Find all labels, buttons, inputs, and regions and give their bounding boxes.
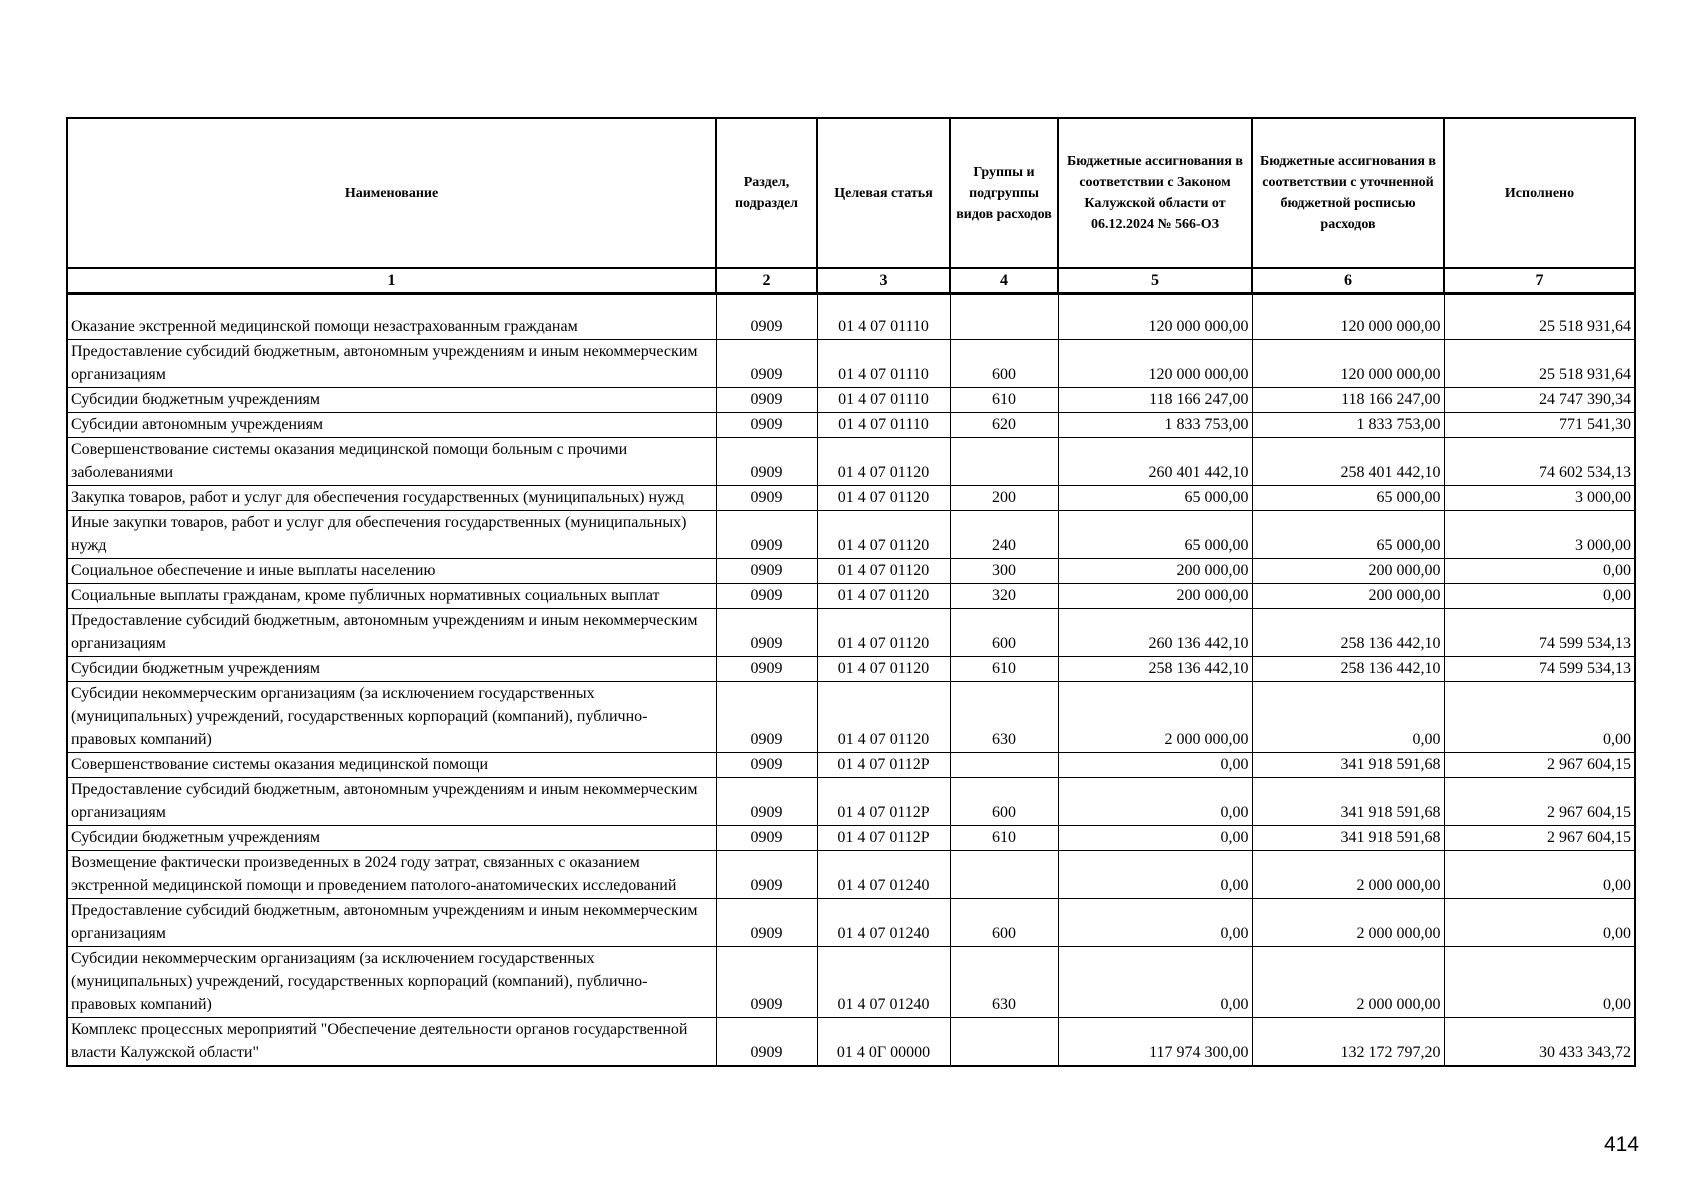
cell-target: 01 4 07 01120: [817, 511, 950, 559]
cell-target: 01 4 0Г 00000: [817, 1018, 950, 1067]
cell-law-amount: 1 833 753,00: [1058, 413, 1252, 438]
cell-target: 01 4 07 01120: [817, 657, 950, 682]
cell-name: Субсидии автономным учреждениям: [67, 413, 716, 438]
cell-law-amount: 0,00: [1058, 753, 1252, 778]
column-number-row: [67, 268, 1635, 294]
cell-group: 610: [950, 657, 1058, 682]
cell-law-amount: 65 000,00: [1058, 511, 1252, 559]
table-row: [67, 826, 1635, 851]
table-row: [67, 340, 1635, 388]
cell-executed-amount: 74 599 534,13: [1444, 609, 1635, 657]
cell-section: 0909: [716, 851, 817, 899]
cell-group: 600: [950, 899, 1058, 947]
cell-refined-amount: 341 918 591,68: [1252, 778, 1444, 826]
cell-executed-amount: 771 541,30: [1444, 413, 1635, 438]
cell-group: 600: [950, 778, 1058, 826]
cell-section: 0909: [716, 778, 817, 826]
cell-section: 0909: [716, 315, 817, 340]
cell-section: 0909: [716, 753, 817, 778]
table-row: [67, 511, 1635, 559]
cell-section: 0909: [716, 947, 817, 1018]
table-body: [67, 294, 1635, 1067]
cell-law-amount: 65 000,00: [1058, 486, 1252, 511]
cell-section: 0909: [716, 486, 817, 511]
header-name: Наименование: [67, 118, 716, 268]
cell-target: 01 4 07 01110: [817, 315, 950, 340]
cell-name: Возмещение фактически произведенных в 2024 году затрат, связанных с оказанием экстренной медицинской помощи и проведением патолого-анатомических исследований: [67, 851, 716, 899]
cell-name: Предоставление субсидий бюджетным, автономным учреждениям и иным некоммерческим организациям: [67, 609, 716, 657]
column-number: 4: [950, 268, 1058, 294]
table-row: [67, 609, 1635, 657]
table-row: [67, 851, 1635, 899]
column-number: 3: [817, 268, 950, 294]
cell-group: 610: [950, 388, 1058, 413]
cell-refined-amount: 258 136 442,10: [1252, 609, 1444, 657]
cell-section: 0909: [716, 899, 817, 947]
cell-refined-amount: 2 000 000,00: [1252, 899, 1444, 947]
cell-section: 0909: [716, 438, 817, 486]
cell-executed-amount: 0,00: [1444, 851, 1635, 899]
cell-refined-amount: 258 401 442,10: [1252, 438, 1444, 486]
cell-section: 0909: [716, 388, 817, 413]
cell-refined-amount: 120 000 000,00: [1252, 315, 1444, 340]
cell-target: 01 4 07 01120: [817, 559, 950, 584]
cell-law-amount: 118 166 247,00: [1058, 388, 1252, 413]
cell-target: 01 4 07 01240: [817, 899, 950, 947]
cell-law-amount: 260 136 442,10: [1058, 609, 1252, 657]
cell-group: 200: [950, 486, 1058, 511]
cell-name: Социальное обеспечение и иные выплаты населению: [67, 559, 716, 584]
cell-group: 320: [950, 584, 1058, 609]
cell-target: 01 4 07 0112Р: [817, 826, 950, 851]
cell-name: Субсидии некоммерческим организациям (за исключением государственных (муниципальных) учреждений, государственных корпораций (компаний), публично-правовых компаний): [67, 947, 716, 1018]
table-row: [67, 682, 1635, 753]
table-row: [67, 559, 1635, 584]
cell-law-amount: 0,00: [1058, 826, 1252, 851]
cell-target: 01 4 07 01120: [817, 682, 950, 753]
cell-group: 630: [950, 947, 1058, 1018]
page-number: 414: [1603, 1133, 1639, 1156]
cell-refined-amount: 341 918 591,68: [1252, 753, 1444, 778]
cell-law-amount: 200 000,00: [1058, 584, 1252, 609]
cell-refined-amount: 118 166 247,00: [1252, 388, 1444, 413]
cell-name: Предоставление субсидий бюджетным, автономным учреждениям и иным некоммерческим организациям: [67, 899, 716, 947]
cell-refined-amount: 2 000 000,00: [1252, 851, 1444, 899]
cell-section: 0909: [716, 657, 817, 682]
cell-law-amount: 117 974 300,00: [1058, 1018, 1252, 1067]
cell-target: 01 4 07 01110: [817, 413, 950, 438]
cell-executed-amount: 0,00: [1444, 947, 1635, 1018]
cell-law-amount: 0,00: [1058, 899, 1252, 947]
cell-executed-amount: 3 000,00: [1444, 486, 1635, 511]
cell-law-amount: 0,00: [1058, 778, 1252, 826]
table-row: [67, 753, 1635, 778]
cell-group: [950, 753, 1058, 778]
cell-group: 620: [950, 413, 1058, 438]
cell-law-amount: 258 136 442,10: [1058, 657, 1252, 682]
cell-refined-amount: 2 000 000,00: [1252, 947, 1444, 1018]
cell-refined-amount: 120 000 000,00: [1252, 340, 1444, 388]
header-law: Бюджетные ассигнования в соответствии с Законом Калужской области от 06.12.2024 № 566-ОЗ: [1058, 118, 1252, 268]
column-number: 6: [1252, 268, 1444, 294]
table-row: [67, 438, 1635, 486]
table-row: [67, 315, 1635, 340]
column-number: 5: [1058, 268, 1252, 294]
cell-target: 01 4 07 01120: [817, 486, 950, 511]
cell-group: [950, 438, 1058, 486]
header-section: Раздел, подраздел: [716, 118, 817, 268]
table-row: [67, 413, 1635, 438]
cell-name: Субсидии бюджетным учреждениям: [67, 657, 716, 682]
table-row: [67, 778, 1635, 826]
cell-executed-amount: 25 518 931,64: [1444, 315, 1635, 340]
spacer-row: [67, 294, 1635, 316]
cell-target: 01 4 07 01110: [817, 340, 950, 388]
cell-group: 600: [950, 340, 1058, 388]
cell-name: Закупка товаров, работ и услуг для обеспечения государственных (муниципальных) нужд: [67, 486, 716, 511]
cell-name: Предоставление субсидий бюджетным, автономным учреждениям и иным некоммерческим организациям: [67, 340, 716, 388]
table-row: [67, 899, 1635, 947]
cell-refined-amount: 65 000,00: [1252, 511, 1444, 559]
cell-refined-amount: 0,00: [1252, 682, 1444, 753]
cell-section: 0909: [716, 682, 817, 753]
cell-law-amount: 0,00: [1058, 851, 1252, 899]
header-refined: Бюджетные ассигнования в соответствии с уточненной бюджетной росписью расходов: [1252, 118, 1444, 268]
cell-executed-amount: 0,00: [1444, 584, 1635, 609]
cell-executed-amount: 0,00: [1444, 559, 1635, 584]
cell-refined-amount: 200 000,00: [1252, 559, 1444, 584]
cell-section: 0909: [716, 559, 817, 584]
cell-executed-amount: 0,00: [1444, 899, 1635, 947]
cell-refined-amount: 1 833 753,00: [1252, 413, 1444, 438]
table-row: [67, 486, 1635, 511]
cell-group: 630: [950, 682, 1058, 753]
cell-section: 0909: [716, 609, 817, 657]
cell-group: 300: [950, 559, 1058, 584]
cell-name: Социальные выплаты гражданам, кроме публичных нормативных социальных выплат: [67, 584, 716, 609]
header-executed: Исполнено: [1444, 118, 1635, 268]
cell-refined-amount: 341 918 591,68: [1252, 826, 1444, 851]
cell-section: 0909: [716, 511, 817, 559]
table-row: [67, 947, 1635, 1018]
cell-section: 0909: [716, 1018, 817, 1067]
cell-group: 600: [950, 609, 1058, 657]
cell-name: Предоставление субсидий бюджетным, автономным учреждениям и иным некоммерческим организациям: [67, 778, 716, 826]
cell-name: Субсидии бюджетным учреждениям: [67, 826, 716, 851]
cell-executed-amount: 3 000,00: [1444, 511, 1635, 559]
cell-target: 01 4 07 0112Р: [817, 753, 950, 778]
cell-law-amount: 260 401 442,10: [1058, 438, 1252, 486]
cell-refined-amount: 132 172 797,20: [1252, 1018, 1444, 1067]
cell-target: 01 4 07 01120: [817, 584, 950, 609]
cell-group: 610: [950, 826, 1058, 851]
budget-table: [66, 117, 1636, 1067]
cell-section: 0909: [716, 340, 817, 388]
table-row: [67, 657, 1635, 682]
header-group: Группы и подгруппы видов расходов: [950, 118, 1058, 268]
cell-executed-amount: 25 518 931,64: [1444, 340, 1635, 388]
cell-name: Совершенствование системы оказания медицинской помощи: [67, 753, 716, 778]
cell-target: 01 4 07 01240: [817, 851, 950, 899]
cell-executed-amount: 24 747 390,34: [1444, 388, 1635, 413]
cell-law-amount: 2 000 000,00: [1058, 682, 1252, 753]
header-target: Целевая статья: [817, 118, 950, 268]
cell-group: [950, 315, 1058, 340]
cell-name: Оказание экстренной медицинской помощи незастрахованным гражданам: [67, 315, 716, 340]
table-row: [67, 1018, 1635, 1067]
cell-executed-amount: 2 967 604,15: [1444, 753, 1635, 778]
cell-name: Совершенствование системы оказания медицинской помощи больным с прочими заболеваниями: [67, 438, 716, 486]
cell-section: 0909: [716, 413, 817, 438]
cell-law-amount: 120 000 000,00: [1058, 340, 1252, 388]
cell-group: 240: [950, 511, 1058, 559]
cell-section: 0909: [716, 584, 817, 609]
cell-refined-amount: 258 136 442,10: [1252, 657, 1444, 682]
cell-target: 01 4 07 01120: [817, 438, 950, 486]
cell-law-amount: 200 000,00: [1058, 559, 1252, 584]
header-row: [67, 118, 1635, 268]
cell-law-amount: 0,00: [1058, 947, 1252, 1018]
cell-target: 01 4 07 01110: [817, 388, 950, 413]
cell-target: 01 4 07 0112Р: [817, 778, 950, 826]
cell-executed-amount: 2 967 604,15: [1444, 778, 1635, 826]
cell-refined-amount: 200 000,00: [1252, 584, 1444, 609]
cell-name: Иные закупки товаров, работ и услуг для обеспечения государственных (муниципальных) нужд: [67, 511, 716, 559]
column-number: 1: [67, 268, 716, 294]
column-number: 2: [716, 268, 817, 294]
cell-target: 01 4 07 01240: [817, 947, 950, 1018]
cell-name: Субсидии бюджетным учреждениям: [67, 388, 716, 413]
cell-section: 0909: [716, 826, 817, 851]
cell-executed-amount: 0,00: [1444, 682, 1635, 753]
cell-refined-amount: 65 000,00: [1252, 486, 1444, 511]
cell-executed-amount: 2 967 604,15: [1444, 826, 1635, 851]
cell-group: [950, 851, 1058, 899]
table-row: [67, 584, 1635, 609]
cell-law-amount: 120 000 000,00: [1058, 315, 1252, 340]
cell-target: 01 4 07 01120: [817, 609, 950, 657]
cell-name: Комплекс процессных мероприятий "Обеспечение деятельности органов государственной власти Калужской области": [67, 1018, 716, 1067]
cell-group: [950, 1018, 1058, 1067]
cell-name: Субсидии некоммерческим организациям (за исключением государственных (муниципальных) учреждений, государственных корпораций (компаний), публично-правовых компаний): [67, 682, 716, 753]
cell-executed-amount: 30 433 343,72: [1444, 1018, 1635, 1067]
cell-executed-amount: 74 602 534,13: [1444, 438, 1635, 486]
column-number: 7: [1444, 268, 1635, 294]
cell-executed-amount: 74 599 534,13: [1444, 657, 1635, 682]
table-row: [67, 388, 1635, 413]
